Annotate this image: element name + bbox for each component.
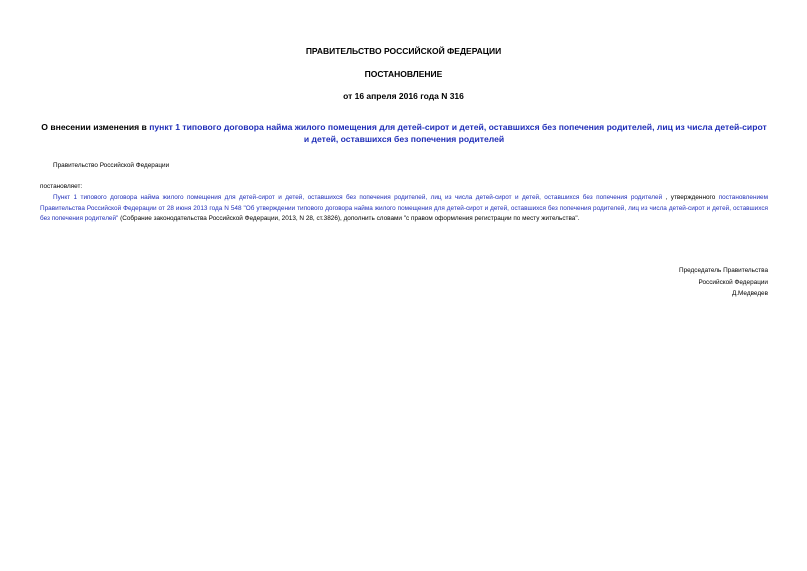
- document-title: [40, 121, 768, 145]
- paragraph-text-1: , утвержденного: [662, 194, 719, 201]
- paragraph-text-2: (Собрание законодательства Российской Федерации, 2013, N 28, ст.3826), дополнить словами "с правом оформления регистрации по месту жительства".: [118, 215, 580, 223]
- signature-position: Председатель Правительства: [679, 267, 768, 274]
- signature-block: [679, 265, 768, 300]
- document-type: ПОСТАНОВЛЕНИЕ: [364, 69, 443, 79]
- title-link[interactable]: пункт 1 типового договора найма жилого помещения для детей-сирот и детей, оставшихся без попечения родителей, лиц из числа детей-сирот и детей, оставшихся без попечения родителей: [149, 122, 767, 144]
- document-date-number: от 16 апреля 2016 года N 316: [343, 91, 464, 101]
- issuer-text: Правительство Российской Федерации: [53, 162, 170, 169]
- resolution-link[interactable]: постановлением Правительства Российской Федерации от 28 июня 2013 года N 548 "Об утверждении типового договора найма жилого помещения для детей-сирот и детей, оставшихся без попечения родителей, лиц из числа детей-сирот и детей, оставшихся без попечения родителей": [40, 194, 768, 223]
- title-prefix: О внесении изменения в: [41, 122, 150, 132]
- signature-name: Д.Медведев: [731, 290, 768, 297]
- body-paragraph: [40, 193, 768, 225]
- contract-clause-link[interactable]: Пункт 1 типового договора найма жилого помещения для детей-сирот и детей, оставшихся без попечения родителей, лиц из числа детей-сирот и детей, оставшихся без попечения родителей: [53, 194, 663, 201]
- signature-organization: Российской Федерации: [698, 278, 768, 286]
- government-heading: ПРАВИТЕЛЬСТВО РОССИЙСКОЙ ФЕДЕРАЦИИ: [305, 46, 502, 56]
- decrees-text: постановляет:: [40, 183, 83, 190]
